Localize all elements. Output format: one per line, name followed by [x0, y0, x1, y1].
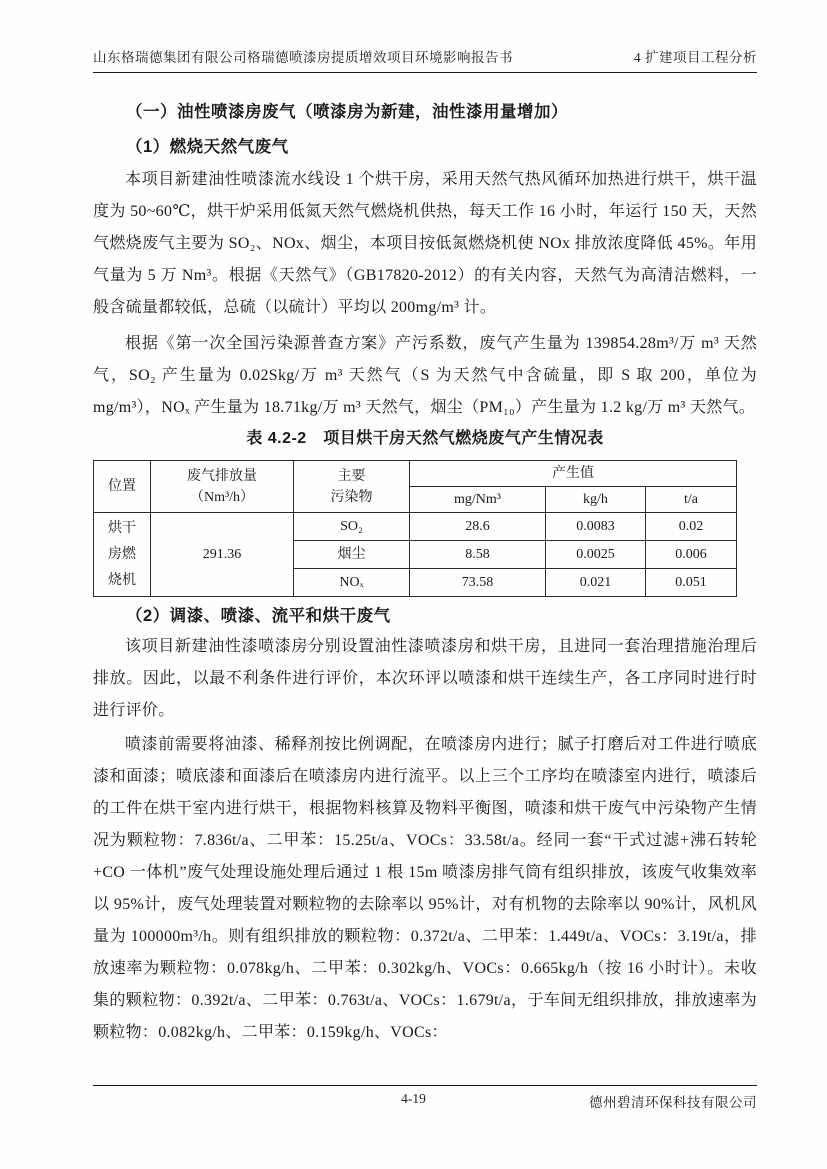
th-emission-amount: [151, 461, 294, 513]
th-main-pollutant: [294, 461, 410, 513]
cell-ta-value: 0.02: [646, 513, 737, 541]
cell-location: 烘干房燃烧机: [94, 513, 151, 597]
table-caption: 表 4.2-2 项目烘干房天然气燃烧废气产生情况表: [246, 430, 604, 447]
paragraph-evaluation-conditions: 该项目新建油性漆喷漆房分别设置油性漆喷漆房和烘干房，且进同一套治理措施治理后排放。因此，以最不利条件进行评价，本次环评以喷漆和烘干连续生产，各工序同时进行时进行评价。: [93, 638, 757, 719]
cell-kgh-value: 0.0083: [546, 513, 646, 541]
cell-mg-value: 8.58: [410, 541, 546, 569]
th-location: 位置: [94, 461, 151, 513]
th-unit-kg-h: kg/h: [546, 487, 646, 513]
cell-ta-value: 0.051: [646, 569, 737, 597]
th-main-pollutant-line1: 主要: [337, 468, 366, 484]
cell-mg-value: 28.6: [410, 513, 546, 541]
th-unit-mg-nm3: mg/Nm³: [410, 487, 546, 513]
paragraph-spraying-process-emissions: 喷漆前需要将油漆、稀释剂按比例调配，在喷漆房内进行；腻子打磨后对工件进行喷底漆和面漆；喷底漆和面漆后在喷漆房内进行流平。以上三个工序均在喷漆室内进行，喷漆后的工件在烘干室内进行烘干，根据物料核算及物料平衡图，喷漆和烘干废气中污染物产生情况为颗粒物：7.836t/a、二甲苯：15.25t/a、VOCs：33.58t/a。经同一套“干式过滤+沸石转轮+CO 一体机”废气处理设施处理后通过 1 根 15m 喷漆房排气筒有组织排放，该废气收集效率以 95%计，废气处理装置对颗粒物的去除率以 95%计，对有机物的去除率以 90%计，风机风量为 100000m³/h。则有组织排放的颗粒物：0.372t/a、二甲苯：1.449t/a、VOCs：3.19t/a，排放速率为颗粒物：0.078kg/h、二甲苯：0.302kg/h、VOCs：0.665kg/h（按 16 小时计）。未收集的颗粒物：0.392t/a、二甲苯：0.763t/a、VOCs：1.679t/a，于车间无组织排放，排放速率为颗粒物：0.082kg/h、二甲苯：0.159kg/h、VOCs：: [93, 736, 757, 1041]
cell-mg-value: 73.58: [410, 569, 546, 597]
emission-table: [93, 460, 737, 597]
paragraph-pollution-coefficients: 根据《第一次全国污染源普查方案》产污系数，废气产生量为 139854.28m³/万 m³ 天然气，SO₂ 产生量为 0.02Skg/万 m³ 天然气（S 为天然气中含硫量，即 S 取 200，单位为 mg/m³），NOₓ 产生量为 18.71kg/万 m³ 天然气，烟尘（PM₁₀）产生量为 1.2 kg/万 m³ 天然气。: [93, 335, 757, 416]
th-production-value: 产生值: [410, 461, 737, 487]
cell-emission-amount: 291.36: [151, 513, 294, 597]
cell-kgh-value: 0.0025: [546, 541, 646, 569]
subsection-heading-natural-gas-combustion: （1）燃烧天然气废气: [126, 138, 289, 156]
header-report-title: 山东格瑞德集团有限公司格瑞德喷漆房提质增效项目环境影响报告书: [93, 50, 513, 65]
header-divider: [93, 72, 757, 73]
cell-kgh-value: 0.021: [546, 569, 646, 597]
cell-pollutant: 烟尘: [294, 541, 410, 569]
header-chapter-title: 4 扩建项目工程分析: [633, 50, 757, 65]
subsection-heading-paint-mixing-spraying: （2）调漆、喷漆、流平和烘干废气: [126, 607, 391, 625]
cell-pollutant: SO₂: [294, 513, 410, 541]
th-emission-amount-unit: （Nm³/h）: [189, 489, 255, 505]
th-unit-t-a: t/a: [646, 487, 737, 513]
cell-pollutant: NOₓ: [294, 569, 410, 597]
paragraph-drying-room-description: 本项目新建油性喷漆流水线设 1 个烘干房，采用天然气热风循环加热进行烘干，烘干温度为 50~60℃，烘干炉采用低氮天然气燃烧机供热，每天工作 16 小时，年运行 150 天，天然气燃烧废气主要为 SO₂、NOx、烟尘，本项目按低氮燃烧机使 NOx 排放浓度降低 45%。年用气量为 5 万 Nm³。根据《天然气》（GB17820-2012）的有关内容，天然气为高清洁燃料，一般含硫量都较低，总硫（以硫计）平均以 200mg/m³ 计。: [93, 171, 757, 316]
page-content: [93, 95, 757, 1049]
footer-company-name: 德州碧清环保科技有限公司: [589, 1095, 757, 1110]
th-emission-amount-label: 废气排放量: [187, 468, 257, 484]
page-header: [93, 46, 757, 66]
cell-ta-value: 0.006: [646, 541, 737, 569]
th-main-pollutant-line2: 污染物: [330, 489, 373, 505]
section-heading-oily-paint-waste-gas: （一）油性喷漆房废气（喷漆房为新建，油性漆用量增加）: [126, 103, 568, 121]
footer-page-number: 4-19: [401, 1091, 426, 1106]
table-header-row-1: [94, 461, 737, 487]
footer-divider: [93, 1085, 757, 1086]
table-row-so2: [94, 513, 737, 541]
